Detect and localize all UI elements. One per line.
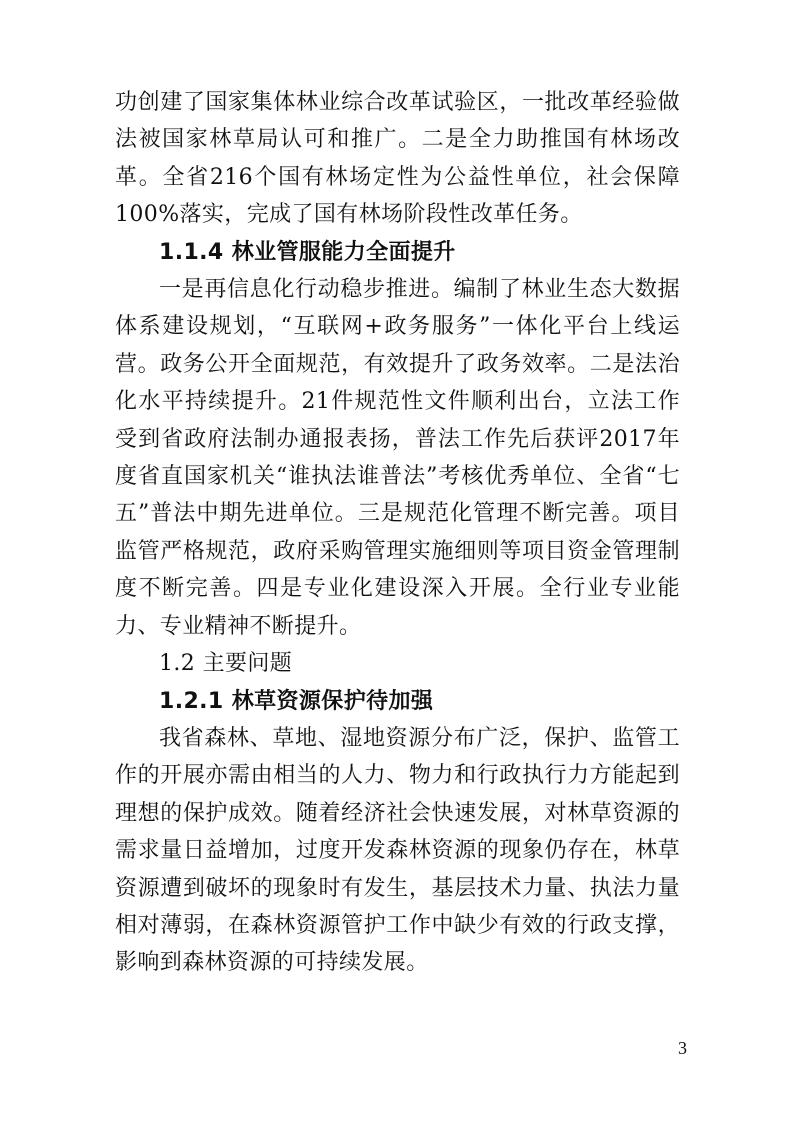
page-body: [115, 84, 680, 982]
page-number: 3: [678, 1038, 687, 1058]
section-paragraph-1-2-1: 我省森林、草地、湿地资源分布广泛，保护、监管工作的开展亦需由相当的人力、物力和行政执行力方能起到理想的保护成效。随着经济社会快速发展，对林草资源的需求量日益增加，过度开发森林资源的现象仍存在，林草资源遭到破坏的现象时有发生，基层技术力量、执法力量相对薄弱，在森林资源管护工作中缺少有效的行政支撑，影响到森林资源的可持续发展。: [115, 725, 680, 976]
section-paragraph-1-1-4: 一是再信息化行动稳步推进。编制了林业生态大数据体系建设规划，“互联网+政务服务”一体化平台上线运营。政务公开全面规范，有效提升了政务效率。二是法治化水平持续提升。21件规范性文件顺利出台，立法工作受到省政府法制办通报表扬，普法工作先后获评2017年度省直国家机关“谁执法谁普法”考核优秀单位、全省“七五”普法中期先进单位。三是规范化管理不断完善。项目监管严格规范，政府采购管理实施细则等项目资金管理制度不断完善。四是专业化建设深入开展。全行业专业能力、专业精神不断提升。: [115, 277, 680, 639]
continuation-paragraph: 功创建了国家集体林业综合改革试验区，一批改革经验做法被国家林草局认可和推广。二是全力助推国有林场改革。全省216个国有林场定性为公益性单位，社会保障100%落实，完成了国有林场阶段性改革任务。: [115, 90, 680, 228]
section-heading-1-2-1: 1.2.1 林草资源保护待加强: [159, 688, 434, 714]
section-heading-1-2: 1.2 主要问题: [159, 651, 293, 677]
section-heading-1-1-4: 1.1.4 林业管服能力全面提升: [159, 239, 456, 265]
